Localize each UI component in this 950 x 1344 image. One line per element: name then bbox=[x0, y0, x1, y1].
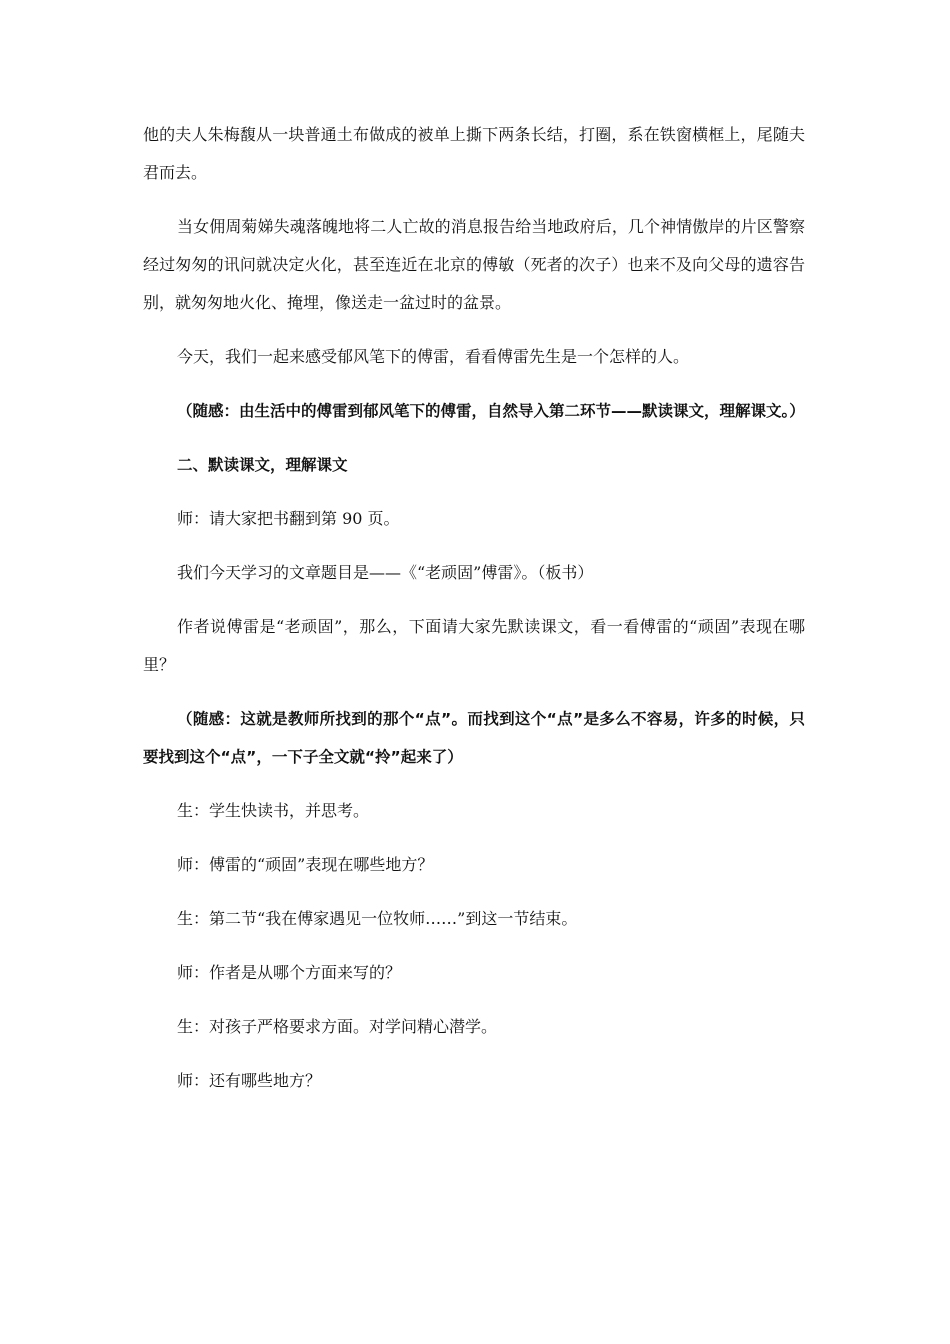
reflection-note-2: （随感：这就是教师所找到的那个“点”。而找到这个“点”是多么不容易，许多的时候，只要找到这个“点”，一下子全文就“拎”起来了） bbox=[143, 710, 805, 766]
reflection-note-1: （随感：由生活中的傅雷到郁风笔下的傅雷，自然导入第二环节——默读课文，理解课文。） bbox=[177, 402, 805, 420]
paragraph-15: 师：还有哪些地方？ bbox=[177, 1071, 322, 1090]
paragraph-1: 他的夫人朱梅馥从一块普通土布做成的被单上撕下两条长结，打圈，系在铁窗横框上，尾随夫君而去。 bbox=[143, 125, 805, 182]
paragraph-6: 师：请大家把书翻到第 90 页。 bbox=[177, 509, 400, 528]
document-body bbox=[143, 116, 805, 1116]
paragraph-13: 师：作者是从哪个方面来写的？ bbox=[177, 963, 402, 982]
paragraph-2: 当女佣周菊娣失魂落魄地将二人亡故的消息报告给当地政府后，几个神情傲岸的片区警察经过匆匆的讯问就决定火化，甚至连近在北京的傅敏（死者的次子）也来不及向父母的遗容告别，就匆匆地火化、掩埋，像送走一盆过时的盆景。 bbox=[143, 217, 805, 312]
paragraph-11: 师：傅雷的“顽固”表现在哪些地方？ bbox=[177, 855, 434, 874]
paragraph-7: 我们今天学习的文章题目是——《“老顽固”傅雷》。（板书） bbox=[177, 563, 594, 582]
paragraph-3: 今天，我们一起来感受郁风笔下的傅雷，看看傅雷先生是一个怎样的人。 bbox=[177, 347, 690, 366]
paragraph-14: 生：对孩子严格要求方面。对学问精心潜学。 bbox=[177, 1017, 498, 1036]
paragraph-8: 作者说傅雷是“老顽固”，那么，下面请大家先默读课文，看一看傅雷的“顽固”表现在哪里？ bbox=[143, 617, 805, 674]
section-heading: 二、默读课文，理解课文 bbox=[177, 456, 348, 474]
paragraph-10: 生：学生快读书，并思考。 bbox=[177, 801, 370, 820]
paragraph-12: 生：第二节“我在傅家遇见一位牧师……”到这一节结束。 bbox=[177, 909, 578, 928]
